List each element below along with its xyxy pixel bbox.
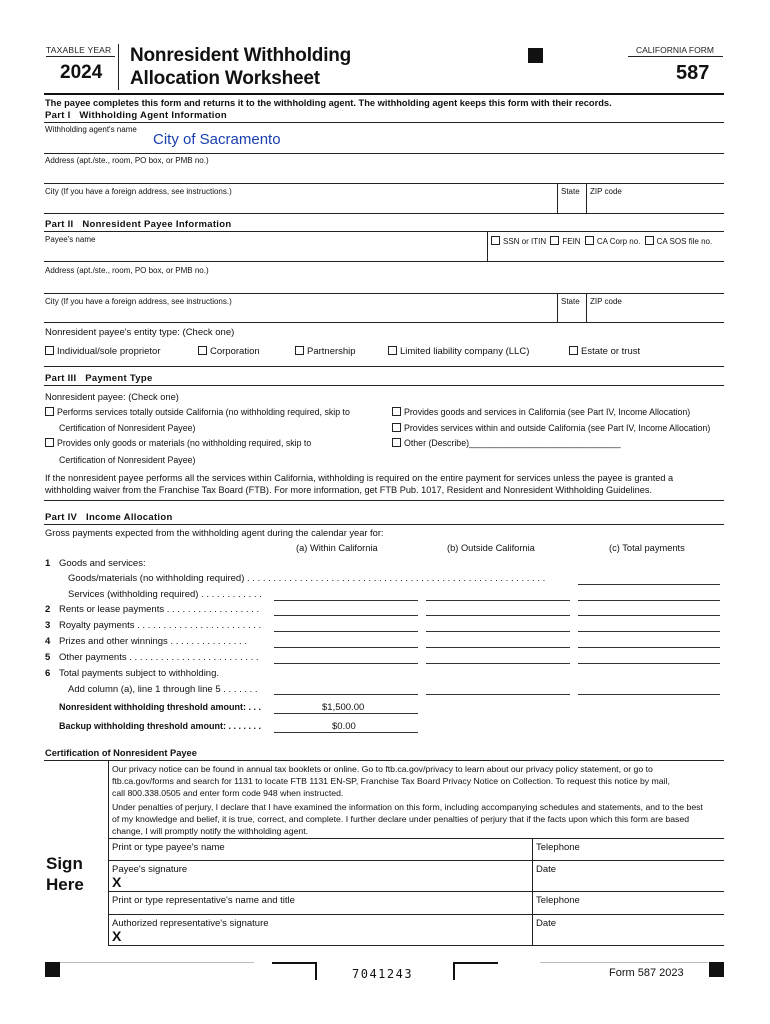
- line2-col-c-field[interactable]: [578, 615, 720, 616]
- services-note-line2: withholding waiver from the Franchise Tax Board (FTB). For more information, get FTB Pub. 1017, Resident and Nonresident Withholding Guidelines.: [45, 485, 653, 495]
- registration-mark: [528, 48, 543, 63]
- agent-state-label: State: [561, 187, 580, 196]
- california-form-label: CALIFORNIA FORM: [636, 45, 714, 55]
- payee-date-label: Date: [536, 864, 557, 875]
- agent-name-field[interactable]: City of Sacramento: [153, 131, 281, 148]
- form-title-line2: Allocation Worksheet: [130, 68, 320, 89]
- privacy-line3: call 800.338.0505 and enter form code 948 when instructed.: [112, 788, 344, 798]
- payee-signature-field[interactable]: X: [112, 874, 122, 890]
- line6-number: 6: [45, 668, 51, 679]
- corporation-checkbox[interactable]: [198, 346, 207, 355]
- backup-threshold-value: $0.00: [332, 721, 356, 732]
- line4-label: Prizes and other winnings . . . . . . . . . . . . . . .: [59, 636, 247, 647]
- payment-option-goods-services[interactable]: Provides goods and services in California (see Part IV, Income Allocation): [392, 407, 690, 417]
- payee-telephone-label: Telephone: [536, 842, 580, 853]
- column-c-header: (c) Total payments: [609, 543, 685, 553]
- footer-registration-mark-right: [709, 962, 724, 977]
- rep-telephone-label: Telephone: [536, 895, 580, 906]
- payee-id-options: SSN or ITIN FEIN CA Corp no. CA SOS file no.: [491, 236, 712, 246]
- entity-estate[interactable]: Estate or trust: [569, 346, 640, 357]
- form-title-line1: Nonresident Withholding: [130, 45, 352, 66]
- line6-col-c-field[interactable]: [578, 694, 720, 695]
- part1-title: Part I Withholding Agent Information: [45, 110, 227, 121]
- line3-col-c-field[interactable]: [578, 631, 720, 632]
- line1b-col-a-field[interactable]: [274, 600, 418, 601]
- llc-checkbox[interactable]: [388, 346, 397, 355]
- print-payee-label: Print or type payee's name: [112, 842, 225, 853]
- entity-llc[interactable]: Limited liability company (LLC): [388, 346, 529, 357]
- payee-address-label: Address (apt./ste., room, PO box, or PMB no.): [45, 266, 209, 275]
- line4-col-b-field[interactable]: [426, 647, 570, 648]
- ssn-checkbox[interactable]: [491, 236, 500, 245]
- print-rep-label: Print or type representative's name and title: [112, 895, 295, 906]
- line6-label-cont: Add column (a), line 1 through line 5 . . . . . . .: [68, 684, 258, 695]
- line1b-label: Services (withholding required) . . . . . . . . . . . .: [68, 589, 262, 600]
- agent-name-label: Withholding agent's name: [45, 125, 137, 134]
- line4-col-c-field[interactable]: [578, 647, 720, 648]
- part3-title: Part III Payment Type: [45, 373, 153, 384]
- entity-individual[interactable]: Individual/sole proprietor: [45, 346, 161, 357]
- fein-checkbox[interactable]: [550, 236, 559, 245]
- payee-state-label: State: [561, 297, 580, 306]
- entity-type-label: Nonresident payee's entity type: (Check one): [45, 327, 235, 338]
- line2-col-a-field[interactable]: [274, 615, 418, 616]
- line1b-col-c-field[interactable]: [578, 600, 720, 601]
- footer-corner-mark-left: [272, 962, 317, 980]
- perjury-line3: change, I will promptly notify the withholding agent.: [112, 826, 309, 836]
- taxable-year-label: TAXABLE YEAR: [46, 45, 112, 55]
- privacy-line2: ftb.ca.gov/forms and search for 1131 to locate FTB 1131 EN-SP, Franchise Tax Board Privacy Notice on Collection. To request this notice by mail,: [112, 776, 670, 786]
- part2-title: Part II Nonresident Payee Information: [45, 219, 232, 230]
- column-b-header: (b) Outside California: [447, 543, 535, 553]
- line4-number: 4: [45, 636, 51, 647]
- partnership-checkbox[interactable]: [295, 346, 304, 355]
- line6-label: Total payments subject to withholding.: [59, 668, 220, 679]
- payment-option-other[interactable]: Other (Describe)_______________________________: [392, 438, 621, 448]
- goods-services-checkbox[interactable]: [392, 407, 401, 416]
- payment-option-outside-ca-cont: Certification of Nonresident Payee): [59, 423, 196, 433]
- line1b-col-b-field[interactable]: [426, 600, 570, 601]
- rep-signature-field[interactable]: X: [112, 928, 122, 944]
- payee-name-label: Payee's name: [45, 235, 96, 244]
- line2-label: Rents or lease payments . . . . . . . . . . . . . . . . . .: [59, 604, 260, 615]
- services-mixed-checkbox[interactable]: [392, 423, 401, 432]
- line3-label: Royalty payments . . . . . . . . . . . . . . . . . . . . . . . .: [59, 620, 262, 631]
- line1a-label: Goods/materials (no withholding required) . . . . . . . . . . . . . . . . . . . . . . . . . . . . . . . . . . . . . . . . . . . . . . . . . . . . . . . . .: [68, 573, 546, 584]
- payment-option-goods-only[interactable]: Provides only goods or materials (no withholding required, skip to: [45, 438, 311, 448]
- outside-ca-checkbox[interactable]: [45, 407, 54, 416]
- line5-number: 5: [45, 652, 51, 663]
- backup-threshold-label: Backup withholding threshold amount: . . . . . . .: [59, 721, 261, 731]
- agent-address-label: Address (apt./ste., room, PO box, or PMB no.): [45, 156, 209, 165]
- footer-code: 7041243: [352, 967, 414, 981]
- privacy-line1: Our privacy notice can be found in annual tax booklets or online. Go to ftb.ca.gov/privacy to learn about our privacy policy statement, or go to: [112, 764, 653, 774]
- certification-title: Certification of Nonresident Payee: [45, 748, 197, 758]
- line3-number: 3: [45, 620, 51, 631]
- line2-number: 2: [45, 604, 51, 615]
- intro-text: The payee completes this form and returns it to the withholding agent. The withholding agent keeps this form with their records.: [45, 98, 612, 108]
- line5-label: Other payments . . . . . . . . . . . . . . . . . . . . . . . . .: [59, 652, 259, 663]
- threshold-label: Nonresident withholding threshold amount: . . .: [59, 702, 261, 712]
- perjury-line2: of my knowledge and belief, it is true, correct, and complete. I further declare under penalties of perjury that if the facts upon which this form are based: [112, 814, 690, 824]
- line1-label: Goods and services:: [59, 558, 146, 569]
- agent-zip-label: ZIP code: [590, 187, 622, 196]
- line1-number: 1: [45, 558, 51, 569]
- threshold-value: $1,500.00: [322, 702, 365, 713]
- entity-corporation[interactable]: Corporation: [198, 346, 260, 357]
- footer-registration-mark-left: [45, 962, 60, 977]
- form-number: 587: [676, 62, 710, 84]
- line5-col-a-field[interactable]: [274, 663, 418, 664]
- income-intro: Gross payments expected from the withholding agent during the calendar year for:: [45, 528, 384, 538]
- taxable-year: 2024: [60, 62, 103, 83]
- line5-col-c-field[interactable]: [578, 663, 720, 664]
- payee-zip-label: ZIP code: [590, 297, 622, 306]
- payee-city-label: City (If you have a foreign address, see instructions.): [45, 297, 232, 306]
- line1a-col-c-field[interactable]: [578, 584, 720, 585]
- payment-type-prompt: Nonresident payee: (Check one): [45, 392, 179, 402]
- footer-corner-mark-right: [453, 962, 498, 980]
- part4-title: Part IV Income Allocation: [45, 512, 173, 523]
- footer-form-label: Form 587 2023: [609, 967, 684, 979]
- payee-signature-label: Payee's signature: [112, 864, 188, 875]
- line5-col-b-field[interactable]: [426, 663, 570, 664]
- sign-here: Sign Here: [46, 854, 84, 894]
- rep-date-label: Date: [536, 918, 557, 929]
- line4-col-a-field[interactable]: [274, 647, 418, 648]
- perjury-line1: Under penalties of perjury, I declare that I have examined the information on this form, including accompanying schedules and statements, and to the best: [112, 802, 703, 812]
- ca-sos-checkbox[interactable]: [645, 236, 654, 245]
- line3-col-b-field[interactable]: [426, 631, 570, 632]
- form-title: [130, 44, 351, 90]
- payment-option-goods-only-cont: Certification of Nonresident Payee): [59, 455, 196, 465]
- payment-option-outside-ca[interactable]: Performs services totally outside California (no withholding required, skip to: [45, 407, 350, 417]
- rep-signature-label: Authorized representative's signature: [112, 918, 269, 929]
- column-a-header: (a) Within California: [296, 543, 378, 553]
- agent-city-label: City (If you have a foreign address, see instructions.): [45, 187, 232, 196]
- estate-checkbox[interactable]: [569, 346, 578, 355]
- line2-col-b-field[interactable]: [426, 615, 570, 616]
- line6-col-b-field[interactable]: [426, 694, 570, 695]
- entity-partnership[interactable]: Partnership: [295, 346, 356, 357]
- goods-only-checkbox[interactable]: [45, 438, 54, 447]
- other-checkbox[interactable]: [392, 438, 401, 447]
- individual-checkbox[interactable]: [45, 346, 54, 355]
- payment-option-services-mixed[interactable]: Provides services within and outside California (see Part IV, Income Allocation): [392, 423, 710, 433]
- ca-corp-checkbox[interactable]: [585, 236, 594, 245]
- services-note-line1: If the nonresident payee performs all the services within California, withholding is required on the entire payment for services unless the payee is granted a: [45, 473, 674, 483]
- line6-col-a-field[interactable]: [274, 694, 418, 695]
- line3-col-a-field[interactable]: [274, 631, 418, 632]
